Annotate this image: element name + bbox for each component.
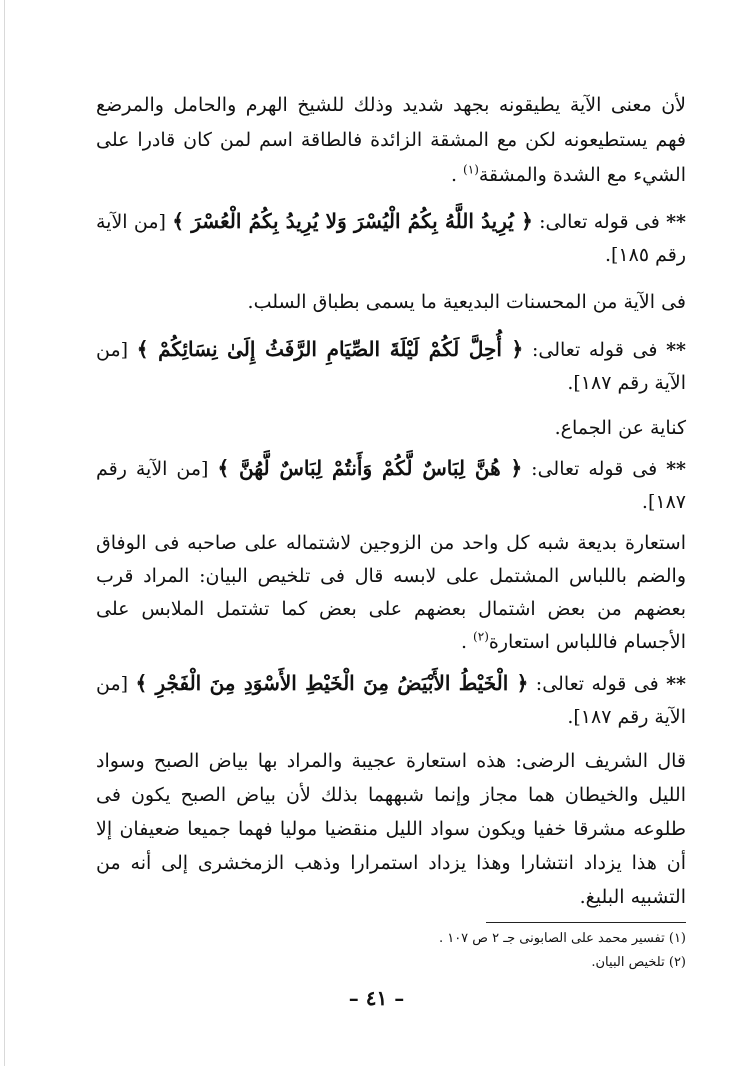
verse-2-text: ﴿ أُحِلَّ لَكُمْ لَيْلَةَ الصِّيَامِ الرَّفَثُ إِلَىٰ نِسَائِكُمْ ﴾ [136,337,524,361]
verse-quote-3 [96,452,686,519]
verse-1-text: ﴿ يُرِيدُ اللَّهُ بِكُمُ الْيُسْرَ وَلا يُرِيدُ بِكُمُ الْعُسْرَ ﴾ [172,209,533,233]
verse-4-text: ﴿ الْخَيْطُ الأَبْيَضُ مِنَ الْخَيْطِ الأَسْوَدِ مِنَ الْفَجْرِ ﴾ [135,671,529,695]
verse-2-marker: ** [666,339,686,361]
paragraph-3-text: كناية عن الجماع. [554,417,686,439]
verse-1-reference: [من الآية رقم ١٨٥]. [96,211,686,266]
verse-1-marker: ** [666,211,686,233]
verse-3-reference: [من الآية رقم ١٨٧]. [96,458,686,513]
footnote-ref-2[interactable]: (٢) [473,629,489,644]
page-edge-line [4,0,5,1066]
verse-4-lead: فى قوله تعالى: [528,673,667,695]
paragraph-4-text: استعارة بديعة شبه كل واحد من الزوجين لاشتماله على صاحبه فى الوفاق والضم باللباس المشتمل على لابسه قال فى تلخيص البيان: المراد قرب بعضهم من بعض اشتمال بعضهم على بعض كما تشتمل الملابس على الأجسام فاللباس استعارة [96,532,686,653]
verse-3-lead: فى قوله تعالى: [522,458,667,480]
page-number: – ٤١ – [348,986,405,1010]
paragraph-2 [96,286,686,319]
paragraph-4-end: . [460,631,474,653]
verse-3-text: ﴿ هُنَّ لِبَاسٌ لَّكُمْ وَأَنتُمْ لِبَاسٌ لَّهُنَّ ﴾ [217,456,523,480]
footnotes [96,927,686,975]
footnote-divider [486,922,686,923]
paragraph-5 [96,744,686,914]
verse-2-reference: [من الآية رقم ١٨٧]. [96,339,686,394]
verse-4-marker: ** [666,673,686,695]
paragraph-2-text: فى الآية من المحسنات البديعية ما يسمى بطباق السلب. [247,291,686,313]
footnote-ref-1[interactable]: (١) [463,162,479,177]
paragraph-3 [96,412,686,445]
verse-1-lead: فى قوله تعالى: [532,211,667,233]
paragraph-1 [96,88,686,193]
paragraph-1-text: لأن معنى الآية يطيقونه بجهد شديد وذلك للشيخ الهرم والحامل والمرضع فهم يستطيعونه لكن مع المشقة الزائدة فالطاقة اسم لمن كان قادرا على الشيء مع الشدة والمشقة [96,94,686,186]
paragraph-4 [96,527,686,659]
verse-4-reference: [من الآية رقم ١٨٧]. [96,673,686,728]
verse-2-lead: فى قوله تعالى: [523,339,667,361]
footnote-2: (٢) تلخيص البيان. [591,955,686,970]
paragraph-1-end: . [450,164,464,186]
paragraph-5-text: قال الشريف الرضى: هذه استعارة عجيبة والمراد بها بياض الصبح وسواد الليل والخيطان هما مجاز وإنما شبههما بذلك لأن بياض الصبح يكون فى طلوعه مشرقا خفيا ويكون سواد الليل منقضيا موليا فهما جميعا ضعيفان إلا أن هذا يزداد انتشارا وهذا يزداد استمرارا وذهب الزمخشرى إلى أنه من التشبيه البليغ. [96,750,686,908]
verse-quote-2 [96,333,686,400]
verse-3-marker: ** [666,458,686,480]
verse-quote-4 [96,667,686,734]
footnote-1: (١) تفسير محمد على الصابونى جـ ٢ ص ١٠٧ . [438,931,686,946]
verse-quote-1 [96,205,686,272]
